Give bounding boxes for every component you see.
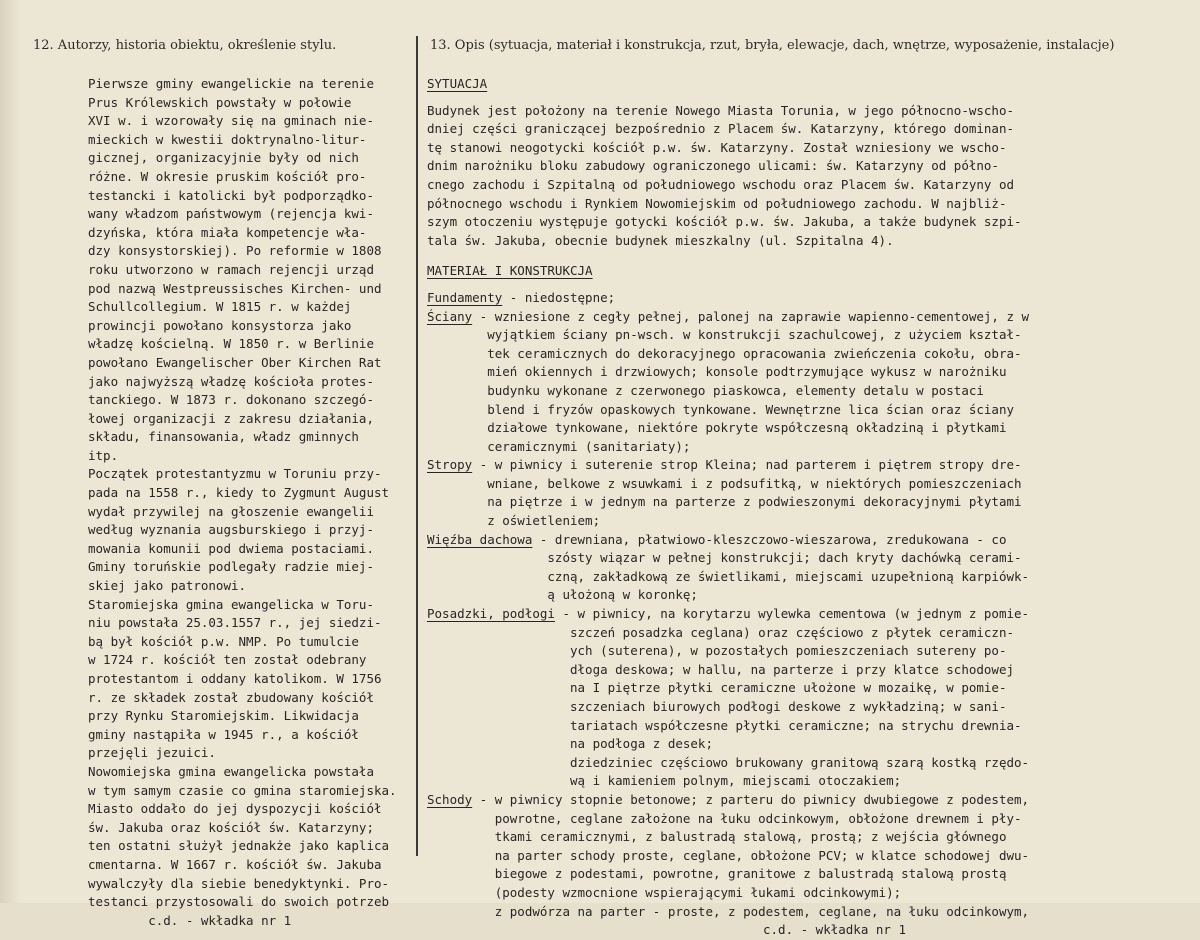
situation-line: tę stanowi neogotycki kościół p.w. św. Katarzyny. Został wzniesiony we wscho- <box>427 139 1007 155</box>
material-list <box>427 289 1187 921</box>
history-line: dzyńska, która miała kompetencje wła- <box>88 224 367 240</box>
material-line: tkami ceramicznymi, z balustradą stalową, prostą; z wejścia głównego <box>427 829 1007 845</box>
material-first-line: - wzniesione z cegły pełnej, palonej na zaprawie wapienno-cementowej, z w <box>472 308 1030 324</box>
material-first-line: - w piwnicy stopnie betonowe; z parteru do piwnicy dwubiegowe z podestem, <box>472 791 1030 807</box>
history-line: przejęli jezuici. <box>88 745 216 761</box>
material-line: działowe tynkowane, niektóre pokryte współczesną okładziną i płytkami <box>427 420 1007 436</box>
history-line: pada na 1558 r., kiedy to Zygmunt August <box>88 485 390 501</box>
material-line: czną, zakładkową ze świetlikami, miejscami uzupełnioną karpiówk- <box>427 568 1030 584</box>
material-first-line: - w piwnicy i suterenie strop Kleina; nad parterem i piętrem stropy dre- <box>472 457 1022 473</box>
history-line: wydał przywilej na głoszenie ewangelii <box>88 503 374 519</box>
history-line: Gminy toruńskie podlegały radzie miej- <box>88 559 374 575</box>
history-line: prowincji powołano konsystorza jako <box>88 317 352 333</box>
material-line: ych (suterena), w pozostałych pomieszczeniach sutereny po- <box>427 643 1007 659</box>
header-right: 13. Opis (sytuacja, materiał i konstrukcja, rzut, bryła, elewacje, dach, wnętrze, wyposażenie, instalacje) <box>430 38 1115 53</box>
situation-line: cnego zachodu i Szpitalną od południowego wschodu oraz Placem św. Katarzyny od <box>427 176 1014 192</box>
history-line: Nowomiejska gmina ewangelicka powstała <box>88 763 374 779</box>
description-column <box>427 75 1187 940</box>
material-line: wą i kamieniem polnym, miejscami otoczakiem; <box>427 773 902 789</box>
history-column <box>88 75 414 930</box>
situation-line: północnego wschodu i Rynkiem Nowomiejskim od południowego zachodu. W najbliż- <box>427 195 1007 211</box>
material-first-line: - niedostępne; <box>502 289 616 305</box>
history-line: Schullcollegium. W 1815 r. w każdej <box>88 299 352 315</box>
material-term: Więźba dachowa <box>427 531 533 547</box>
history-line: gminy nastąpiła w 1945 r., a kościół <box>88 726 359 742</box>
material-term: Ściany <box>427 308 473 324</box>
situation-line: dniej części graniczącej bezpośrednio z Placem św. Katarzyny, którego dominan- <box>427 121 1014 137</box>
material-line: szczeniach biurowych podłogi deskowe z wykładziną; w sani- <box>427 699 1007 714</box>
material-line: z oświetleniem; <box>427 513 601 529</box>
history-line: Staromiejska gmina ewangelicka w Toru- <box>88 596 374 612</box>
history-line: ten ostatni służył jednakże jako kaplica <box>88 838 390 854</box>
material-line: (podesty wzmocnione wspierającymi łukami odcinkowymi); <box>427 884 902 900</box>
material-line: ą ułożoną w koronkę; <box>427 587 698 603</box>
material-term: Posadzki, podłogi <box>427 606 555 622</box>
history-line: wany władzom państwowym (rejencja kwi- <box>88 206 374 222</box>
material-item <box>427 531 1187 605</box>
history-line: protestantom i oddany katolikom. W 1756 <box>88 671 382 686</box>
history-line: testanci przystosowali do swoich potrzeb <box>88 894 390 910</box>
history-line: powołano Ewangelischer Ober Kirchen Rat <box>88 354 382 370</box>
header-left: 12. Autorzy, historia obiektu, określenie stylu. <box>33 38 337 53</box>
history-line: jako najwyższą władzę kościoła protes- <box>88 373 374 389</box>
material-first-line: - w piwnicy, na korytarzu wylewka cementowa (w jednym z pomie- <box>554 606 1030 622</box>
history-line: władzę kościelną. W 1850 r. w Berlinie <box>88 336 374 352</box>
material-term: Fundamenty <box>427 289 503 305</box>
material-line: powrotne, ceglane założone na łuku odcinkowym, obłożone drewnem i pły- <box>427 810 1022 826</box>
history-line: c.d. - wkładka nr 1 <box>88 912 292 928</box>
history-line: Miasto oddało do jej dyspozycji kościół <box>88 801 382 817</box>
history-line: Prus Królewskich powstały w połowie <box>88 94 352 110</box>
history-line: według wyznania augsburskiego i przyj- <box>88 522 374 538</box>
material-line: dłoga deskowa; w hallu, na parterze i przy klatce schodowej <box>427 661 1014 677</box>
material-line: dziedziniec częściowo brukowany granitową szarą kostką rzędo- <box>427 754 1030 770</box>
history-line: roku utworzono w ramach rejencji urząd <box>88 261 374 277</box>
situation-line: Budynek jest położony na terenie Nowego Miasta Torunia, w jego północno-wscho- <box>427 102 1014 118</box>
material-item <box>427 791 1187 921</box>
material-item <box>427 308 1187 457</box>
paper-edge <box>0 0 20 903</box>
material-line: tek ceramicznych do dekoracyjnego opracowania zwieńczenia cokołu, obra- <box>427 345 1022 361</box>
history-line: wywalczyły dla siebie benedyktynki. Pro- <box>88 875 390 891</box>
history-line: mowania komunii pod dwiema postaciami. <box>88 540 374 556</box>
material-first-line: - drewniana, płatwiowo-kleszczowo-wieszarowa, zredukowana - co <box>532 531 1007 547</box>
history-line: w 1724 r. kościół ten został odebrany <box>88 652 367 668</box>
material-term: Stropy <box>427 457 473 473</box>
material-line: wniane, belkowe z wsuwkami i z podsufitką, w niektórych pomieszczeniach <box>427 475 1022 491</box>
history-line: cmentarna. W 1667 r. kościół św. Jakuba <box>88 856 382 872</box>
material-line: budynku wykonane z czerwonego piaskowca, elementy detalu w postaci <box>427 382 984 398</box>
material-line: szczeń posadzka ceglana) oraz częściowo z płytek ceramiczn- <box>427 624 1014 640</box>
material-line: ceramicznymi (sanitariaty); <box>427 438 691 454</box>
history-line: św. Jakuba oraz kościół św. Katarzyny; <box>88 819 374 835</box>
history-line: Początek protestantyzmu w Toruniu przy- <box>88 466 382 482</box>
material-line: na parter schody proste, ceglane, obłożone PCV; w klatce schodowej dwu- <box>427 847 1030 863</box>
history-line: mieckich w kwestii doktrynalno-litur- <box>88 131 367 147</box>
history-line: w tym samym czasie co gmina staromiejska. <box>88 782 397 798</box>
history-line: itp. <box>88 447 119 463</box>
situation-line: dnim narożniku bloku zabudowy ograniczonego ulicami: św. Katarzyny od półno- <box>427 158 999 174</box>
material-line: blend i fryzów opaskowych tynkowane. Wewnętrzne lica ścian oraz ściany <box>427 401 1014 417</box>
material-line: na podłoga z desek; <box>427 736 713 752</box>
material-item <box>427 289 1187 308</box>
history-line: tanckiego. W 1873 r. dokonano szczegó- <box>88 392 374 408</box>
history-line: łowej organizacji z zakresu działania, <box>88 410 374 426</box>
material-line: wyjątkiem ściany pn-wsch. w konstrukcji szachulcowej, z użyciem kształ- <box>427 327 1022 343</box>
material-line: na piętrze i w jednym na parterze z podwieszonymi dekoracyjnymi płytami <box>427 494 1022 510</box>
material-line: biegowe z podestami, powrotne, granitowe z balustradą stalową prostą <box>427 866 1007 882</box>
history-line: bą był kościół p.w. NMP. Po tumulcie <box>88 633 359 649</box>
section-title-material: MATERIAŁ I KONSTRUKCJA <box>427 263 593 279</box>
history-line: Pierwsze gminy ewangelickie na terenie <box>88 76 374 91</box>
history-line: pod nazwą Westpreussisches Kirchen- und <box>88 280 382 296</box>
continuation-note: c.d. - wkładka nr 1 <box>763 922 906 938</box>
history-line: niu powstała 25.03.1557 r., jej siedzi- <box>88 615 382 631</box>
history-line: składu, finansowania, władz gminnych <box>88 429 359 445</box>
material-item <box>427 605 1187 791</box>
material-term: Schody <box>427 791 473 807</box>
situation-text <box>427 102 1187 251</box>
history-line: XVI w. i wzorowały się na gminach nie- <box>88 113 374 129</box>
material-line: tariatach współczesne płytki ceramiczne; na strychu drewnia- <box>427 717 1022 733</box>
history-line: różne. W okresie pruskim kościół pro- <box>88 168 367 184</box>
material-line: mień okiennych i drzwiowych; konsole podtrzymujące wykusz w narożniku <box>427 364 1007 380</box>
history-line: testancki i katolicki był podporządko- <box>88 187 374 203</box>
history-line: gicznej, organizacyjnie były od nich <box>88 150 359 166</box>
material-line: szósty wiązar w pełnej konstrukcji; dach kryty dachówką cerami- <box>427 550 1022 566</box>
section-title-situation: SYTUACJA <box>427 76 488 91</box>
history-line: dzy konsystorskiej). Po reformie w 1808 <box>88 243 382 259</box>
history-line: przy Rynku Staromiejskim. Likwidacja <box>88 708 359 724</box>
situation-line: tala św. Jakuba, obecnie budynek mieszkalny (ul. Szpitalna 4). <box>427 232 894 248</box>
history-line: skiej jako patronowi. <box>88 578 247 594</box>
history-line: r. ze składek został zbudowany kościół <box>88 689 374 705</box>
material-line: z podwórza na parter - proste, z podestem, ceglane, na łuku odcinkowym, <box>427 903 1030 919</box>
situation-line: szym otoczeniu występuje gotycki kościół p.w. św. Jakuba, a także budynek szpi- <box>427 214 1022 230</box>
column-divider <box>416 36 418 856</box>
material-item <box>427 456 1187 530</box>
material-line: na I piętrze płytki ceramiczne ułożone w mozaikę, w pomie- <box>427 680 1007 696</box>
